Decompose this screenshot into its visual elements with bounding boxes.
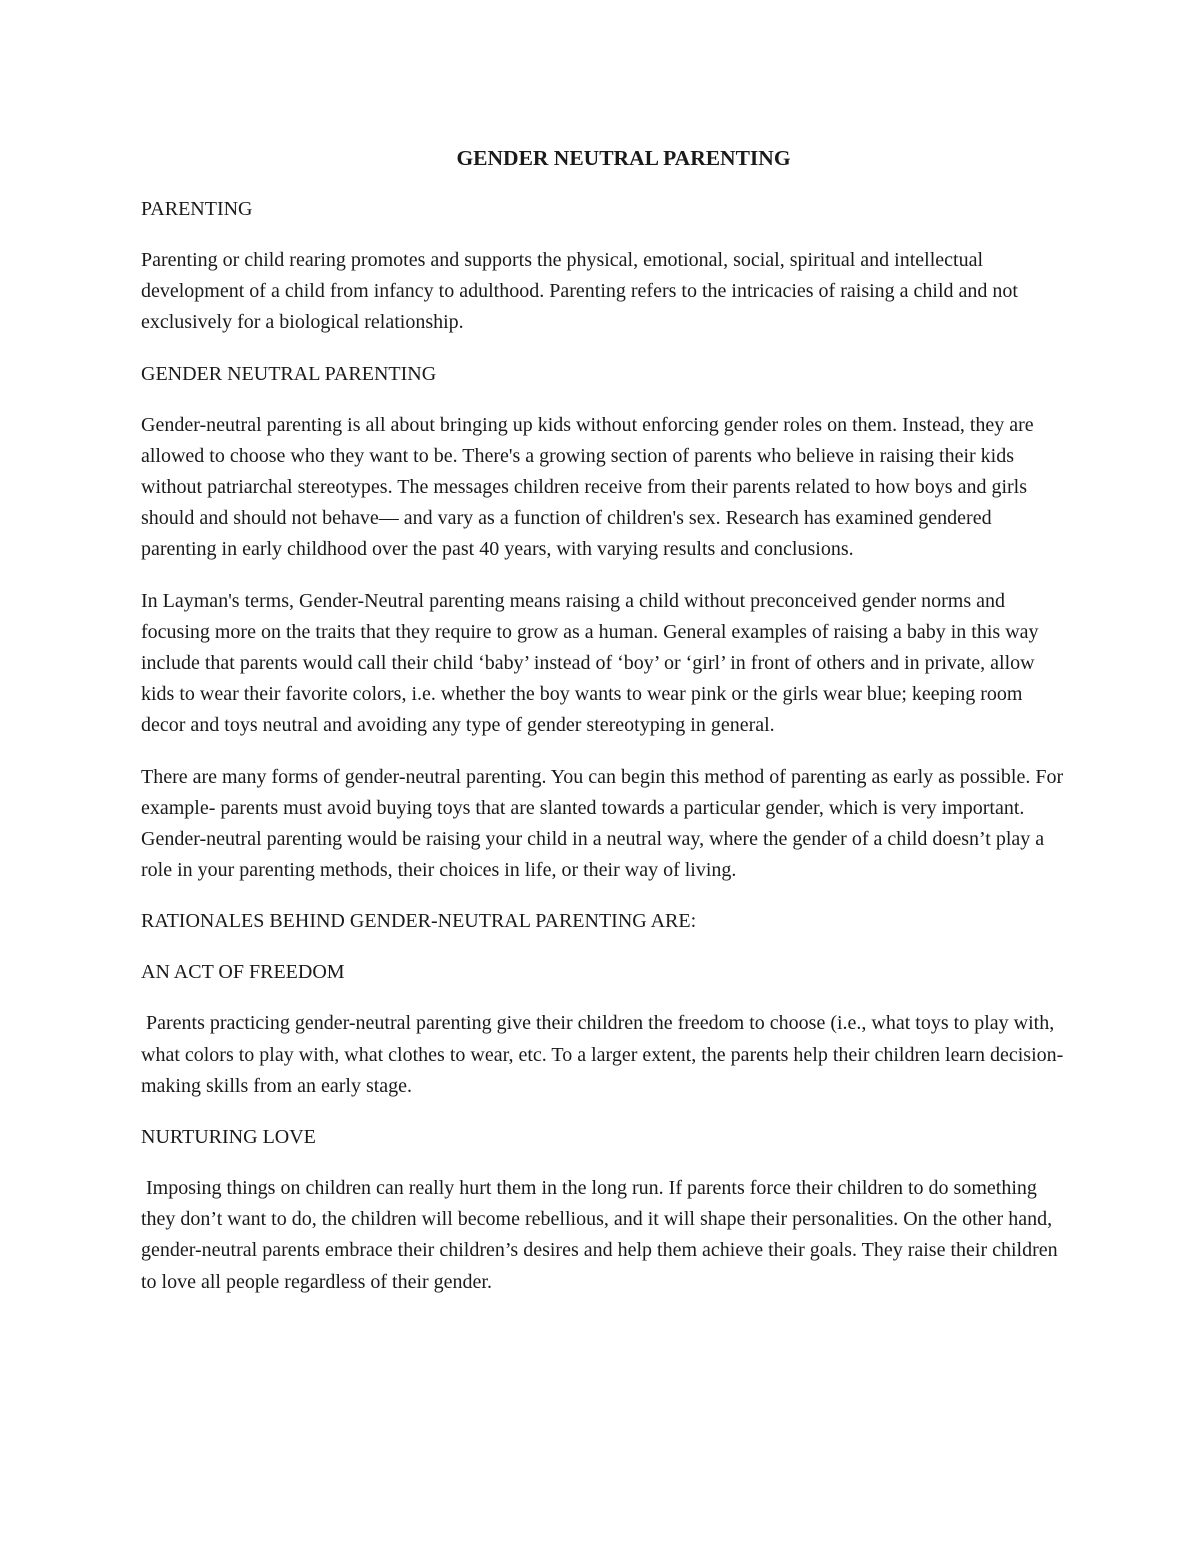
paragraph-parenting-definition: Parenting or child rearing promotes and supports the physical, emotional, social, spiritual and intellectual development of a child from infancy to adulthood. Parenting refers to the intricacies of raising a child and not exclusively for a biological relationship. [141, 249, 1018, 334]
heading-act-of-freedom: AN ACT OF FREEDOM [141, 961, 345, 984]
paragraph-laymans-terms: In Layman's terms, Gender-Neutral parenting means raising a child without preconceived gender norms and focusing more on the traits that they require to grow as a human. General examples of raising a baby in this way include that parents would call their child ‘baby’ instead of ‘boy’ or ‘girl’ in front of others and in private, allow kids to wear their favorite colors, i.e. whether the boy wants to wear pink or the girls wear blue; keeping room decor and toys neutral and avoiding any type of gender stereotyping in general. [141, 589, 1039, 737]
document-title: GENDER NEUTRAL PARENTING [456, 146, 791, 170]
heading-gender-neutral-parenting: GENDER NEUTRAL PARENTING [141, 362, 437, 385]
heading-nurturing-love: NURTURING LOVE [141, 1126, 316, 1149]
heading-parenting: PARENTING [141, 198, 253, 220]
paragraph-gender-neutral-overview: Gender-neutral parenting is all about bringing up kids without enforcing gender roles on them. Instead, they are allowed to choose who they want to be. There's a growing section of parents who believe in raising their kids without patriarchal stereotypes. The messages children receive from their parents related to how boys and girls should and should not behave— and vary as a function of children's sex. Research has examined gendered parenting in early childhood over the past 40 years, with varying results and conclusions. [141, 413, 1034, 561]
paragraph-act-of-freedom: Parents practicing gender-neutral parenting give their children the freedom to choose (i.e., what toys to play with, what colors to play with, what clothes to wear, etc. To a larger extent, the parents help their children learn decision-making skills from an early stage. [141, 1012, 1064, 1097]
heading-rationales: RATIONALES BEHIND GENDER-NEUTRAL PARENTING ARE: [141, 910, 697, 933]
paragraph-nurturing-love: Imposing things on children can really hurt them in the long run. If parents force their children to do something they don’t want to do, the children will become rebellious, and it will shape their personalities. On the other hand, gender-neutral parents embrace their children’s desires and help them achieve their goals. They raise their children to love all people regardless of their gender. [141, 1177, 1063, 1293]
document-page [141, 142, 1066, 1318]
paragraph-forms-of-parenting: There are many forms of gender-neutral parenting. You can begin this method of parenting as early as possible. For example- parents must avoid buying toys that are slanted towards a particular gender, which is very important. Gender-neutral parenting would be raising your child in a neutral way, where the gender of a child doesn’t play a role in your parenting methods, their choices in life, or their way of living. [141, 765, 1064, 882]
